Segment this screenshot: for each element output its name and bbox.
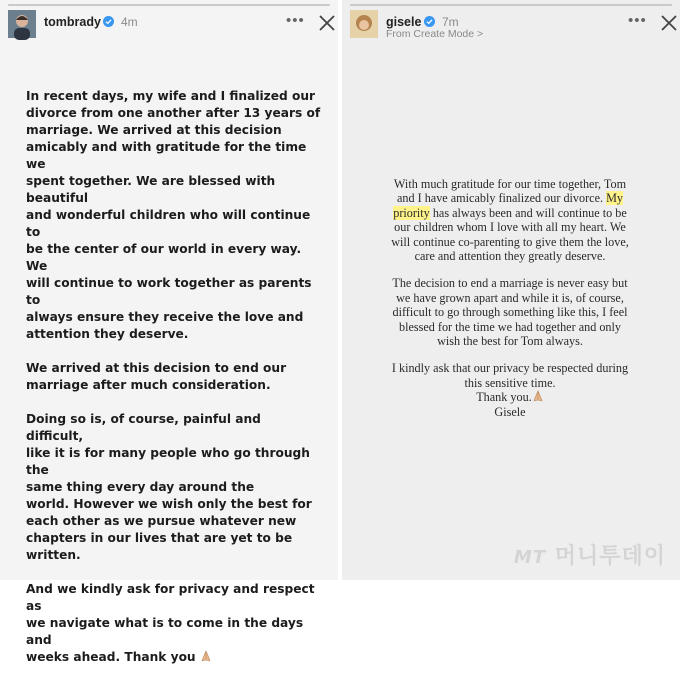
username[interactable]: gisele <box>386 15 422 29</box>
praying-hands-emoji-icon <box>200 650 212 662</box>
more-options-icon[interactable]: ••• <box>628 12 647 29</box>
highlighted-text: My <box>606 191 624 206</box>
watermark <box>514 539 666 570</box>
paragraph: In recent days, my wife and I finalized our divorce from one another after 13 years of marriage. We arrived at this decision amicably and with gratitude for the time we spent together. We are blessed with beautiful and wonderful children who will continue to be the center of our world in every way. We will continue to work together as parents to always ensure they receive the love and attention they deserve. <box>26 89 321 341</box>
paragraph: I kindly ask that our privacy be respected during this sensitive time. <box>391 361 629 390</box>
story-progress-bar <box>8 4 330 6</box>
signature: Gisele <box>494 404 526 419</box>
paragraph <box>26 581 322 666</box>
story-text <box>26 88 322 683</box>
thanks-text: Thank you. <box>476 390 532 405</box>
paragraph: The decision to end a marriage is never easy but we have grown apart and while it is, of course, difficult to go through something like this, I feel blessed for the time we had together and only wish the best for Tom always. <box>392 276 628 349</box>
watermark-prefix: MT <box>513 547 547 568</box>
highlighted-text: priority <box>393 205 430 220</box>
story-text <box>368 177 652 419</box>
closing-text: And we kindly ask for privacy and respect as we navigate what is to come in the days and weeks ahead. Thank you <box>26 582 315 664</box>
more-options-icon[interactable]: ••• <box>286 12 305 29</box>
verified-badge-icon <box>424 16 435 27</box>
story-progress-bar <box>350 4 672 6</box>
tombrady-story-panel <box>0 0 338 664</box>
praying-hands-emoji-icon <box>532 390 544 402</box>
text-run: has always been and will continue to be our children whom I love with all my heart. We will continue co-parenting to give them the love, care and attention they greatly deserve. <box>391 205 629 264</box>
thanks-line <box>368 390 652 404</box>
create-mode-link[interactable]: From Create Mode > <box>386 28 484 40</box>
story-header <box>8 10 330 42</box>
timestamp: 4m <box>121 15 138 29</box>
paragraph: We arrived at this decision to end our marriage after much consideration. <box>26 361 287 392</box>
timestamp: 7m <box>442 15 459 29</box>
text-run: With much gratitude for our time together, Tom and I have amicably finalized our divorce. <box>393 177 627 206</box>
watermark-text: 머니투데이 <box>554 544 666 569</box>
gisele-story-panel <box>342 0 680 580</box>
avatar[interactable] <box>8 10 36 38</box>
username[interactable]: tombrady <box>44 15 101 29</box>
paragraph <box>368 177 652 263</box>
close-icon[interactable] <box>318 14 336 32</box>
paragraph: Doing so is, of course, painful and difficult, like it is for many people who go through the same thing every day around the world. However we wish only the best for each other as we pursue whatever new chapters in our lives that are yet to be written. <box>26 412 312 562</box>
verified-badge-icon <box>103 16 114 27</box>
story-header <box>350 10 672 42</box>
avatar[interactable] <box>350 10 378 38</box>
close-icon[interactable] <box>660 14 678 32</box>
